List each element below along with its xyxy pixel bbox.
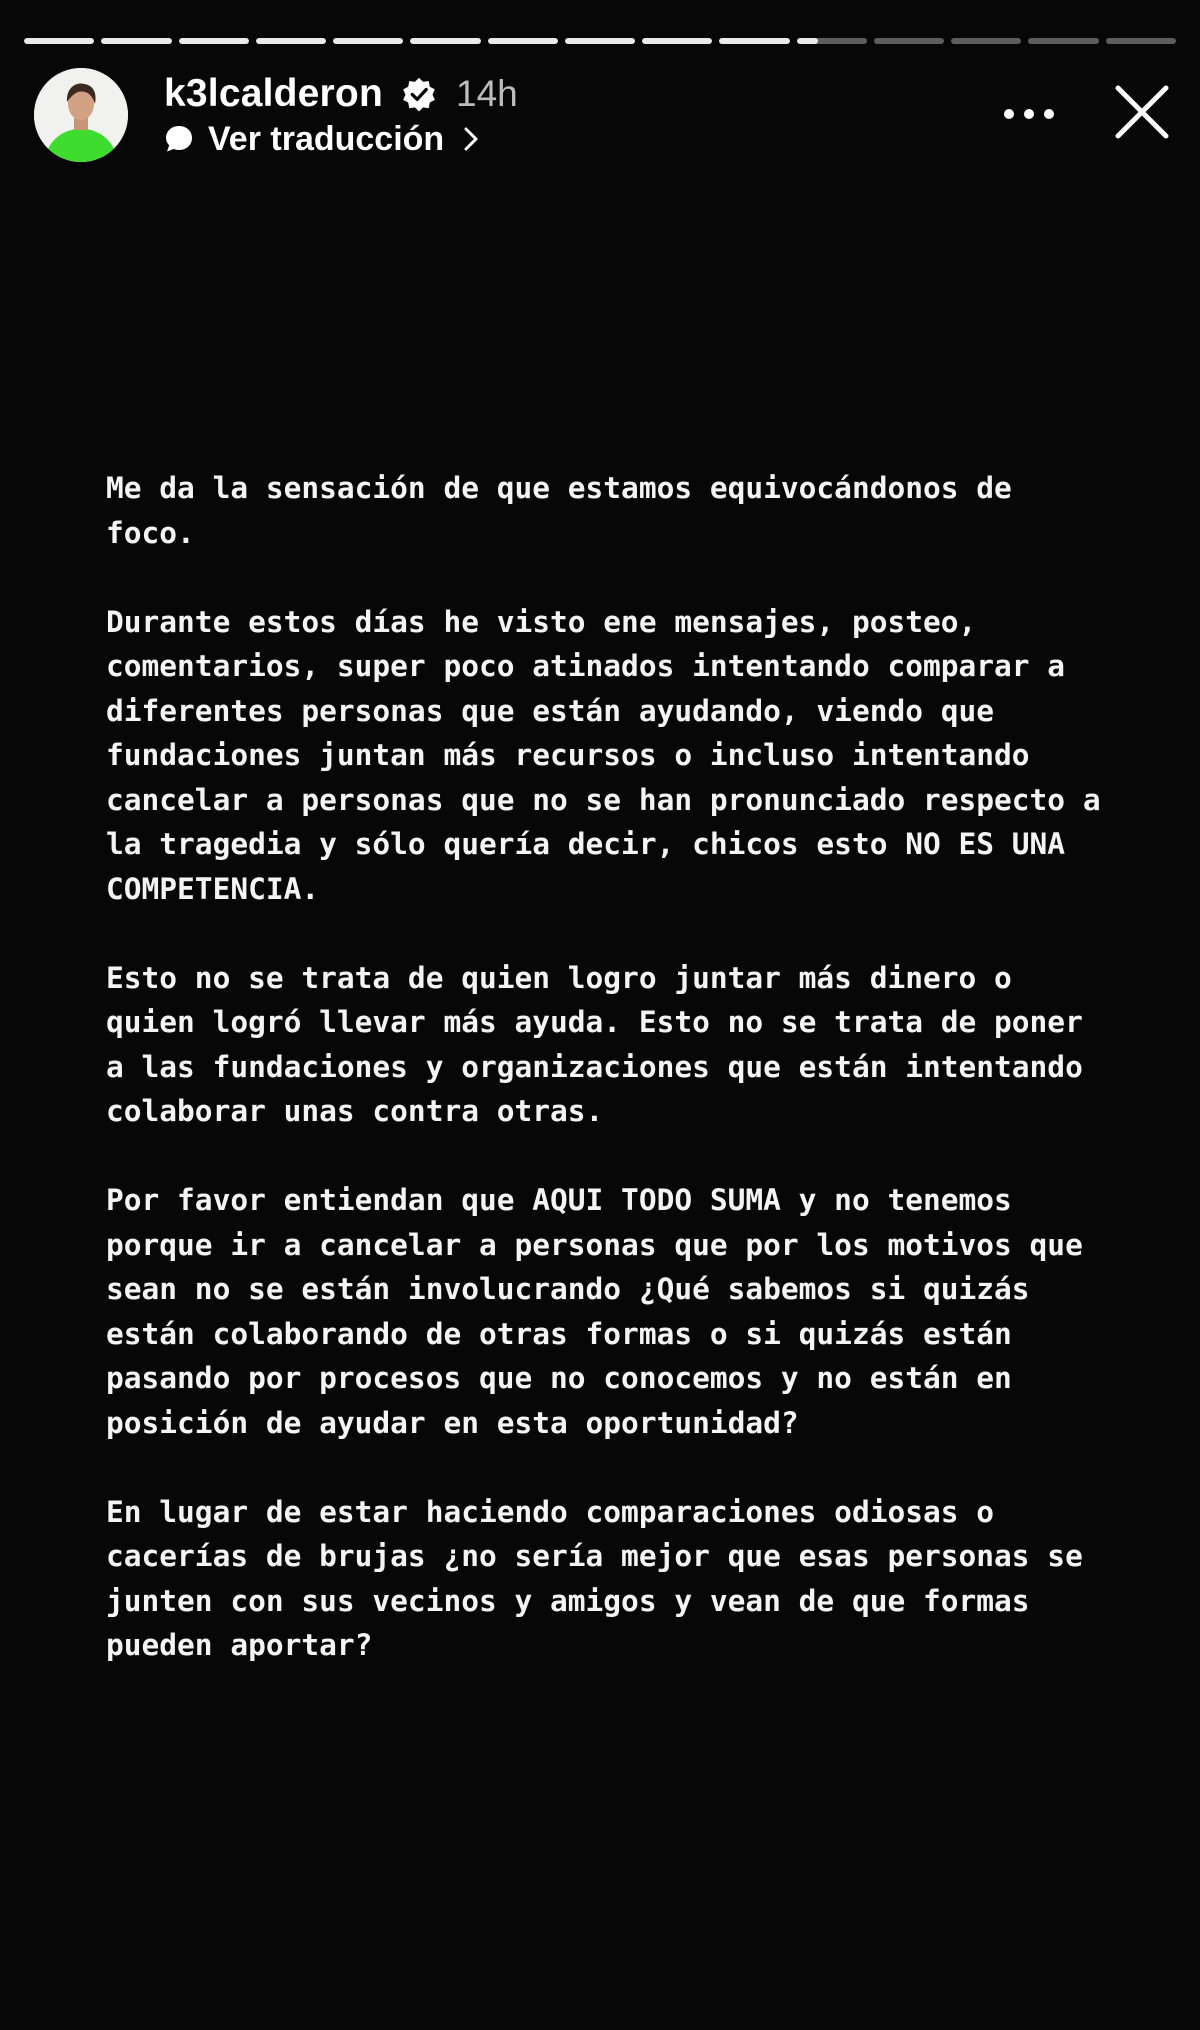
- progress-segment-fill: [101, 38, 171, 44]
- progress-segment: [642, 38, 712, 44]
- progress-segment-fill: [179, 38, 249, 44]
- avatar[interactable]: [34, 68, 128, 162]
- progress-segment: [488, 38, 558, 44]
- story-header: [34, 66, 1174, 166]
- progress-segment-fill: [256, 38, 326, 44]
- progress-segment: [797, 38, 867, 44]
- post-time: 14h: [456, 73, 518, 114]
- paragraph: Por favor entiendan que AQUI TODO SUMA y no tenemos porque ir a cancelar a personas que por los motivos que sean no se están involucrando ¿Qué sabemos si quizás están colaborando de otras formas o si quizás están pasando por procesos que no conocemos y no están en posición de ayudar en esta oportunidad?: [106, 1183, 1101, 1440]
- progress-segment-fill: [24, 38, 94, 44]
- progress-segment-fill: [565, 38, 635, 44]
- progress-segment: [410, 38, 480, 44]
- progress-segment-fill: [488, 38, 558, 44]
- progress-segment: [951, 38, 1021, 44]
- progress-segment-fill: [642, 38, 712, 44]
- progress-segment: [179, 38, 249, 44]
- progress-segment: [1028, 38, 1098, 44]
- progress-segment: [1106, 38, 1176, 44]
- story-text: [106, 466, 1119, 1712]
- paragraph: Me da la sensación de que estamos equivocándonos de foco.: [106, 471, 1030, 550]
- progress-segment: [333, 38, 403, 44]
- paragraph: Esto no se trata de quien logro juntar más dinero o quien logró llevar más ayuda. Esto no se trata de poner a las fundaciones y organizaciones que están intentando colaborar unas contra otras.: [106, 960, 1101, 1128]
- paragraph: En lugar de estar haciendo comparaciones odiosas o cacerías de brujas ¿no sería mejor que esas personas se junten con sus vecinos y amigos y vean de que formas pueden aportar?: [106, 1494, 1101, 1662]
- progress-segment-fill: [410, 38, 480, 44]
- paragraph: Durante estos días he visto ene mensajes, posteo, comentarios, super poco atinados intentando comparar a diferentes personas que están ayudando, viendo que fundaciones juntan más recursos o incluso intentando cancelar a personas que no se han pronunciado respecto a la tragedia y sólo quería decir, chicos esto NO ES UNA COMPETENCIA.: [106, 604, 1119, 906]
- progress-segment-fill: [719, 38, 789, 44]
- translate-label: Ver traducción: [208, 120, 445, 158]
- progress-segment: [256, 38, 326, 44]
- more-options-icon[interactable]: [998, 92, 1060, 136]
- progress-segment-fill: [333, 38, 403, 44]
- translate-button[interactable]: [164, 116, 480, 162]
- username[interactable]: k3lcalderon: [164, 72, 383, 115]
- progress-segment: [101, 38, 171, 44]
- progress-segment: [719, 38, 789, 44]
- progress-segment: [565, 38, 635, 44]
- progress-segment: [874, 38, 944, 44]
- chat-bubble-icon: [164, 124, 194, 154]
- close-icon[interactable]: [1110, 80, 1174, 144]
- progress-segment: [24, 38, 94, 44]
- story-progress-bar: [24, 38, 1176, 44]
- progress-segment-fill: [797, 38, 818, 44]
- verified-badge-icon: [401, 76, 437, 112]
- chevron-right-icon: [462, 126, 480, 152]
